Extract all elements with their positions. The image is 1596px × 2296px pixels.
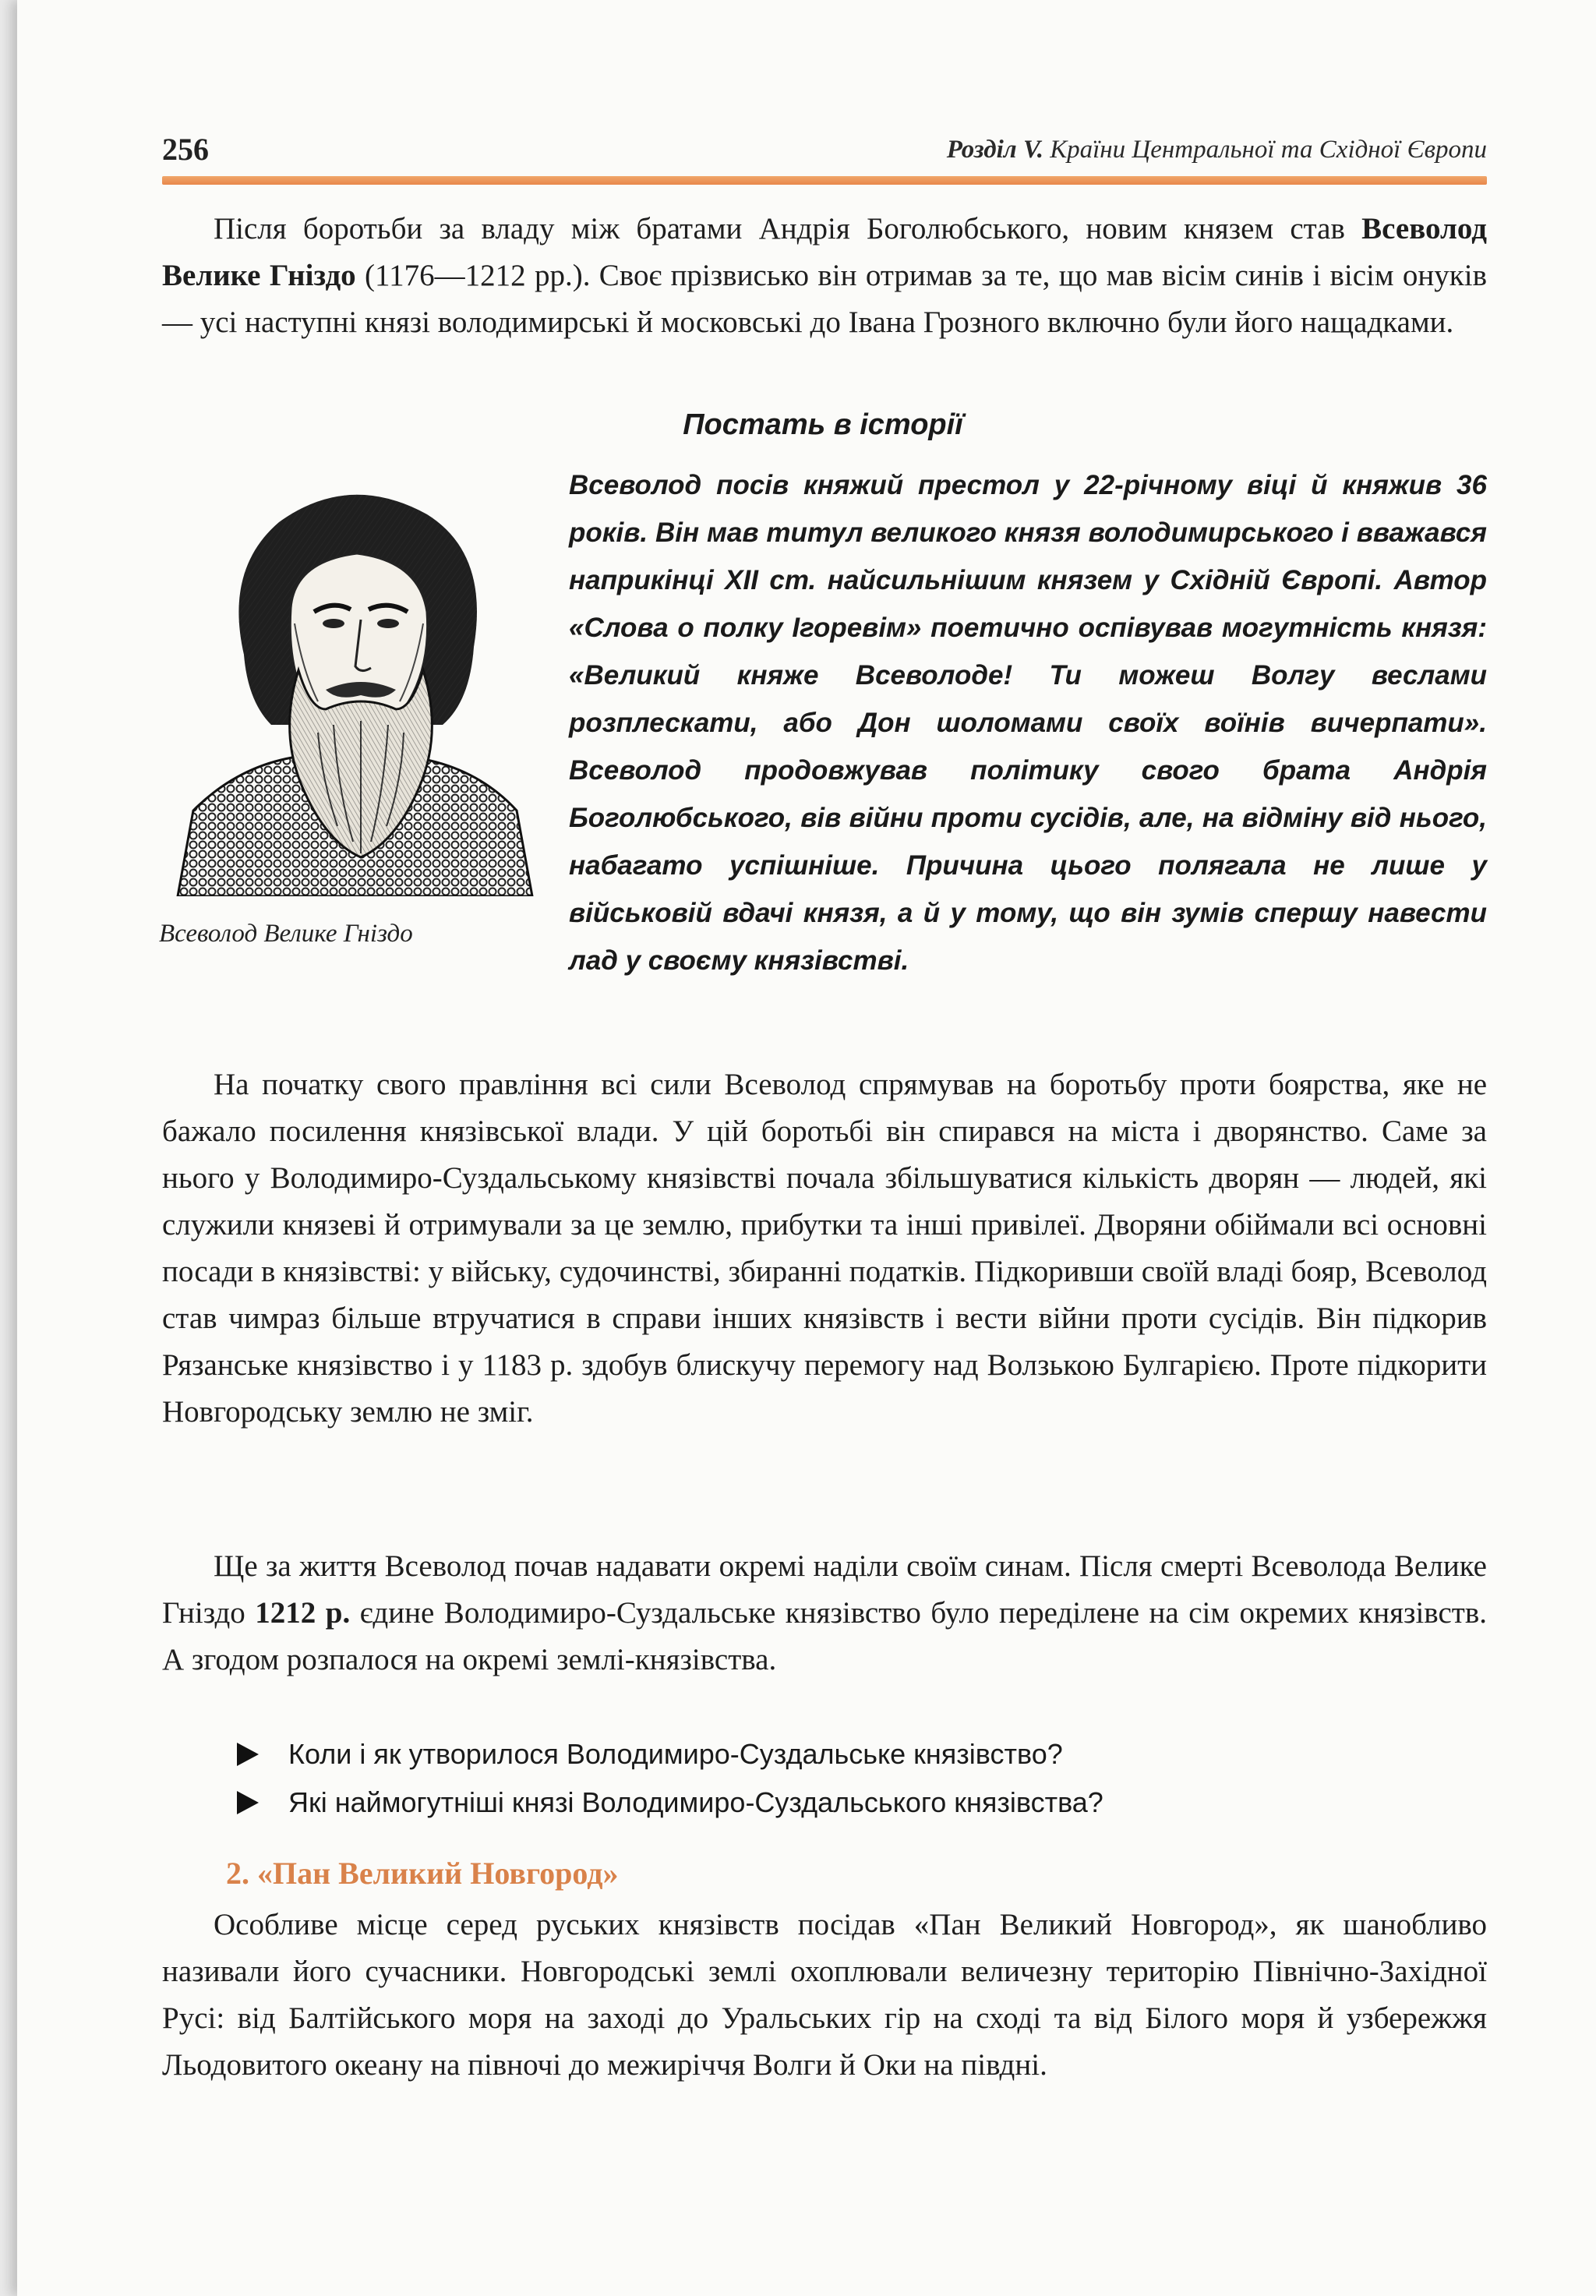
triangle-bullet-icon <box>237 1791 259 1814</box>
section-title: Країни Центральної та Східної Європи <box>1050 136 1487 164</box>
header-rule <box>162 176 1487 185</box>
paragraph-division <box>162 1543 1487 1683</box>
portrait-caption: Всеволод Велике Гніздо <box>159 920 413 948</box>
paragraph-text: Після боротьби за владу між братами Андрія Боголюбського, новим князем став <box>214 212 1362 245</box>
question-item <box>234 1786 1481 1819</box>
box-text: Всеволод посів княжий престол у 22-річному віці й княжив 36 років. Він мав титул великого князя володимирського і вважався наприкінці XII ст. найсильнішим князем у Східній Європі. Автор «Слова о полку Ігоревім» поетично оспівував могутність князя: «Великий княже Всеволоде! Ти можеш Волгу веслами розплескати, або Дон шоломами своїх воїнів вичерпати». Всеволод продовжував політику свого брата Андрія Боголюбського, вів війни проти сусідів, але, на відміну від нього, набагато успішніше. Причина цього полягала не лише у військовій вдачі князя, а й у тому, що він зумів спершу навести лад у своєму князівстві. <box>569 470 1487 976</box>
portrait-image <box>170 475 536 896</box>
portrait-engraving <box>170 475 536 896</box>
paragraph-text: єдине Володимиро-Суздальське князівство було переділене на сім окремих князівств. А згодом розпалося на окремі землі-князівства. <box>162 1596 1487 1676</box>
bold-term: Всеволод Велике Гніздо <box>162 212 1487 292</box>
section-label: Розділ V. <box>946 136 1043 164</box>
section-heading: 2. «Пан Великий Новгород» <box>226 1856 619 1891</box>
running-title <box>947 136 1487 164</box>
page-number: 256 <box>162 132 209 167</box>
question-text: Коли і як утворилося Володимиро-Суздальське князівство? <box>288 1738 1063 1770</box>
page-header <box>162 131 1487 178</box>
question-item <box>234 1738 1481 1771</box>
paragraph-text: Ще за життя Всеволод почав надавати окремі наділи своїм синам. Після смерті Всеволода Велике Гніздо <box>162 1549 1487 1630</box>
triangle-bullet-icon <box>237 1743 259 1766</box>
paragraph-text: (1176—1212 рр.). Своє прізвисько він отримав за те, що мав вісім синів і вісім онуків — усі наступні князі володимирські й московські до Івана Грозного включно були його нащадками. <box>162 259 1487 339</box>
bold-date: 1212 р. <box>255 1596 351 1630</box>
question-text: Які наймогутніші князі Володимиро-Суздальського князівства? <box>288 1786 1103 1818</box>
paragraph-reign: На початку свого правління всі сили Всеволод спрямував на боротьбу проти боярства, яке не бажало посилення князівської влади. У цій боротьбі він спирався на міста і дворянство. Саме за нього у Володимиро-Суздальському князівстві почала збільшуватися кількість дворян — людей, які служили князеві й отримували за це землю, прибутки та інші привілеї. Дворяни обіймали всі основні посади в князівстві: у війську, судочинстві, збиранні податків. Підкоривши своїй владі бояр, Всеволод став чимраз більше втручатися в справи інших князівств і вести війни проти сусідів. Він підкорив Рязанське князівство і у 1183 р. здобув блискучу перемогу над Волзькою Булгарією. Проте підкорити Новгородську землю не зміг. <box>162 1068 1487 1429</box>
paragraph-novgorod: Особливе місце серед руських князівств посідав «Пан Великий Новгород», як шанобливо називали його сучасники. Новгородські землі охоплювали величезну територію Північно-Західної Русі: від Балтійського моря на заході до Уральських гір на сході та від Білого моря й узбережжя Льодовитого океану на півночі до межиріччя Волги й Оки на півдні. <box>162 1908 1487 2082</box>
paragraph-intro <box>162 206 1487 346</box>
box-title: Постать в історії <box>683 408 963 441</box>
